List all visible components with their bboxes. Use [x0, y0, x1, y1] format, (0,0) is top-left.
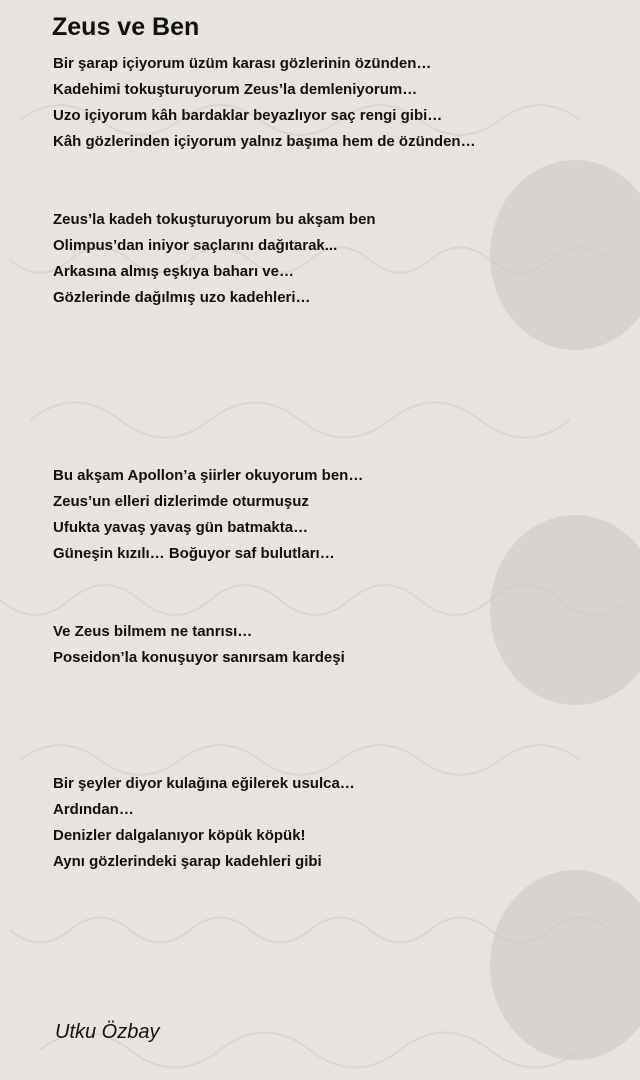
- stanza-5: [53, 771, 355, 875]
- poem-line: Bu akşam Apollon’a şiirler okuyorum ben…: [53, 467, 364, 484]
- poem-author: Utku Özbay: [55, 1021, 160, 1043]
- poem-line: Kadehimi tokuşturuyorum Zeus’la demleniyorum…: [53, 81, 418, 98]
- poem-line: Bir şarap içiyorum üzüm karası gözlerinin özünden…: [53, 55, 432, 72]
- poem-line: Gözlerinde dağılmış uzo kadehleri…: [53, 289, 311, 306]
- stanza-1: [53, 51, 476, 155]
- poem-line: Güneşin kızılı… Boğuyor saf bulutları…: [53, 545, 335, 562]
- poem-line: Aynı gözlerindeki şarap kadehleri gibi: [53, 853, 322, 870]
- poem-line: Poseidon’la konuşuyor sanırsam kardeşi: [53, 649, 345, 666]
- poem-line: Ardından…: [53, 801, 134, 818]
- stanza-4: [53, 619, 345, 671]
- poem-line: Zeus’la kadeh tokuşturuyorum bu akşam ben: [53, 211, 376, 228]
- poem-line: Ufukta yavaş yavaş gün batmakta…: [53, 519, 309, 536]
- poem-line: Ve Zeus bilmem ne tanrısı…: [53, 623, 253, 640]
- poem-line: Kâh gözlerinden içiyorum yalnız başıma hem de özünden…: [53, 133, 476, 150]
- stanza-3: [53, 463, 363, 567]
- poem-line: Olimpus’dan iniyor saçlarını dağıtarak...: [53, 237, 338, 254]
- poem-line: Bir şeyler diyor kulağına eğilerek usulca…: [53, 775, 355, 792]
- stanza-2: [53, 207, 376, 311]
- poem-line: Zeus’un elleri dizlerimde oturmuşuz: [53, 493, 309, 510]
- poem-line: Denizler dalgalanıyor köpük köpük!: [53, 827, 306, 844]
- poem-line: Uzo içiyorum kâh bardaklar beyazlıyor saç rengi gibi…: [53, 107, 443, 124]
- poem-line: Arkasına almış eşkıya baharı ve…: [53, 263, 294, 280]
- poem-title: Zeus ve Ben: [52, 13, 200, 41]
